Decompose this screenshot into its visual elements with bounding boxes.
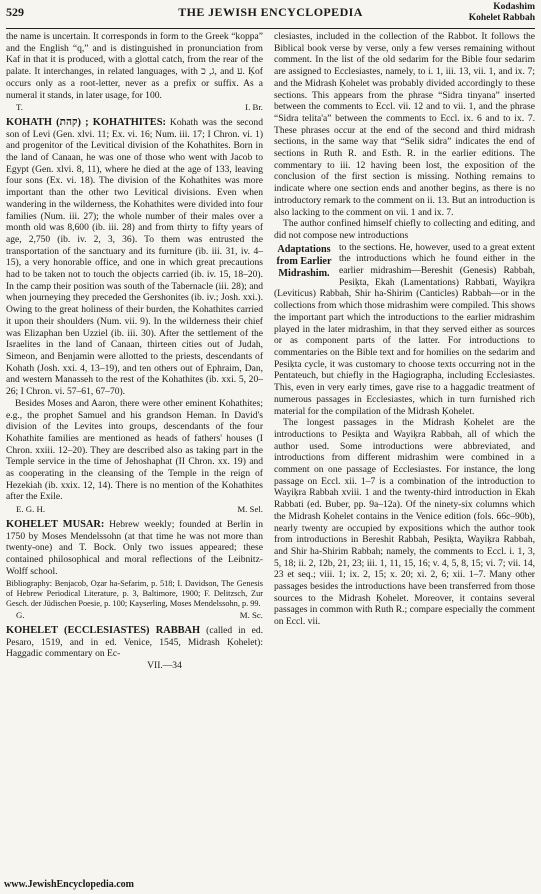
- bibliography: Bibliography: Benjacob, Oẓar ha-Sefarim, p. 518; I. Davidson, The Genesis of Hebrew Periodical Literature, p. 3, Baltimore, 1900; F. Delitzsch, Zur Gesch. der Jüdischen Poesie, p. 100; Kayserling, Moses Mendelssohn, p. 99.: [6, 579, 263, 609]
- entry-text: (called in ed. Pesaro, 1519, and in ed. Venice, 1545, Midrash Ḳohelet): Haggadic commentary on Ec-: [6, 625, 263, 660]
- running-head-line-1: Kodashim: [493, 2, 535, 12]
- paragraph: clesiastes, included in the collection of the Rabbot. It follows the Biblical book verse by verse, only a few verses remaining without comment. In the list of the old sedarim for the Bible four sedarim are assigned to Ecclesiastes, namely, to i. 1, iii. 13, vii. 1, and ix. 7; and the Midrash Ḳohelet was probably divided accordingly to these sections. This appears from the phrase “Sidra tinyana” inserted between the comments to Eccl. vii. 12 and to vii. 1, and the phrase “Sidra telita'a” between the comments to Eccl. ix. 6 and to ix. 7. These phrases occur at the end of the second and third midrash sections, in the same way that “Selik sidra” indicates the end of sections in Ruth R. and Esth. R. in the earlier editions. The commentary to iii. 12 having been lost, the exposition of the conclusion of the first section is missing. Nothing remains to indicate where one section ends and another begins, as there is no introductory remark to the comment on ii. 13. But an introduction is also lacking to the comment on vii. 1 and ix. 7.: [274, 31, 535, 218]
- entry-headword: KOHATH (קהת) ; KOHATHITES:: [6, 116, 166, 128]
- running-head: [469, 2, 535, 24]
- side-heading: Adaptations from Earlier Midrashim.: [276, 243, 332, 280]
- entry-text: Hebrew weekly; founded at Berlin in 1750 by Moses Mendelssohn (at that time he was not more than twenty-one) and T. Bock. Only two issues appeared; these contained philosophical and moral reflections of the Leibnitz-Wolff school.: [6, 518, 263, 577]
- signature-right: M. Sc.: [239, 610, 263, 621]
- entry-kohelet-musar: [6, 519, 263, 578]
- right-column: [274, 31, 535, 628]
- signature-right: I. Br.: [245, 102, 263, 113]
- paragraph: Besides Moses and Aaron, there were other eminent Kohathites; e.g., the prophet Samuel and his grandson Heman. In David's division of the Levites into groups, descendants of the four Kohathite families are mentioned as heads of fathers' houses (I Chron. xxiii. 12–20). They are described also as taking part in the Temple service in the time of Jehoshaphat (II Chron. xx. 19) and as cooperating in the cleansing of the Temple in the reign of Hezekiah (ib. xxix. 12, 14). There is no mention of the Kohathites after the Exile.: [6, 397, 263, 503]
- signature-right: M. Sel.: [237, 504, 263, 515]
- signature: [6, 102, 263, 114]
- signature: [6, 610, 263, 622]
- entry-kohath: [6, 117, 263, 398]
- page-number: 529: [6, 5, 24, 19]
- paragraph: The longest passages in the Midrash Ḳohelet are the introductions to Pesiḳta and Wayiḳra Rabbah, all of which the author used. Some introductions were abbreviated, and introductions from different midrashim were combined in a comment on one passage of Ecclesiastes. For instance, the long passage on Eccl. xii. 1–7 is a combination of the introduction to Wayiḳra Rabbah xviii. 1 and the twenty-third introduction in Ekah Rabbati (ed. Buber, pp. 9a–12a). Of the ninety-six columns which the Midrash Ḳohelet contains in the Venice edition (fols. 66c–90b), nearly twenty are occupied by expositions which the author took from introductions in Bereshit Rabbah, Pesiḳta, Wayiḳra Rabbah, and Shir ha-Shirim Rabbah; namely, the comments to Eccl. i. 1, 3, 5, 18; ii. 2, 12b, 21, 23; iii. 1, 11, 15, 16; v. 4, 5, 8, 15; vi. 7; vii. 14, 23 et seq.; viii. 1; ix. 2, 15; x. 20; xi. 2, 6; xii. 1–7. Many other passages besides the introductions have been transferred from those sources to the Midrash Ḳohelet. Moreover, it contains several passages in common with Ruth R.; compare especially the comment on Eccl. vii.: [274, 417, 535, 628]
- volume-marker: VII.—34: [147, 660, 182, 672]
- signature-left: T.: [16, 102, 23, 113]
- paragraph: to the sections. He, however, used to a great extent the introductions which he found either in the earlier midrashim—Bereshit (Genesis) Rabbah, Pesiḳta, Ekah (Lamentations) Rabbati, Wayiḳra (Leviticus) Rabbah, Shir ha-Shirim (Canticles) Rabbah—or in the collections from which those midrashim were compiled. This shows the important part which the introductions to the earlier midrashim played in the later midrashim, in that they served either as sources or as component parts of the latter. For introductions to commentaries on the Bible text and for homilies on the sedarim and Pesiḳta cycle, it was customary to choose texts occurring not in the Pentateuch, but chiefly in the Hagiographa, including Ecclesiastes. This, even in very early times, gave rise to a haggadic treatment of numerous passages in Ecclesiastes, which in turn furnished rich material for the compilation of the Midrash Ḳohelet.: [274, 241, 535, 417]
- paragraph: The author confined himself chiefly to collecting and editing, and did not compose new introductions: [274, 218, 535, 241]
- page-title: THE JEWISH ENCYCLOPEDIA: [178, 5, 363, 19]
- entry-headword: KOHELET (ECCLESIASTES) RABBAH: [6, 625, 201, 637]
- footer-url[interactable]: www.JewishEncyclopedia.com: [4, 879, 134, 890]
- entry-text: Kohath was the second son of Levi (Gen. xlvi. 11; Ex. vi. 16; Num. iii. 17; I Chron. vi. 1) and progenitor of the Levitical division of the Kohathites. Born in the land of Canaan, he was one of those who went with Jacob to Egypt (Gen. xlvi. 8, 11), where he died at the age of 133, leaving four sons (Ex. vi. 18). The division of the Kohathites was more important than the other two Levitical divisions. Even when wandering in the wilderness, the Kohathites were divided into four families (Num. iii. 27); the whole number of their males over a month old was 8,600 (ib. iii. 28) and from thirty to fifty years of age, 2,750 (ib. iv. 2, 3, 36). To them was entrusted the transportation of the sanctuary and its furniture (ib. iii. 31, iv. 4–15), a very honorable office, and one in which great precautions had to be taken not to touch the objects carried (ib. iv. 15, 18–20). In the camp their position was south of the Tabernacle (iii. 28); and when journeying they preceded the Gershonites (ib. iv.; Josh. xxi.). Owing to the great holiness of their burden, the Kohathites carried it upon their shoulders (Num. vii. 9). In the wilderness their chief was Elizaphan ben Uzziel (ib. iii. 30). After the settlement of the Israelites in the land of Canaan, thirteen cities out of Judah, Simeon, and Benjamin were allotted to the priests, descendants of Kohath (Josh. xxi. 4, 13–19), and ten others out of Ephraim, Dan, and western Manasseh to the rest of the Kohathites (ib. xxi. 5, 20–26; I Chron. vi. 57–61, 67–70).: [6, 116, 263, 398]
- entry-headword: KOHELET MUSAR:: [6, 518, 105, 530]
- entry-kohelet-rabbah: [6, 625, 263, 660]
- signature: [6, 504, 263, 516]
- page-header: [6, 2, 535, 29]
- signature-left: E. G. H.: [16, 504, 46, 515]
- paragraph-qof: the name is uncertain. It corresponds in form to the Greek “koppa” and the English “q,” and is distinguished in pronunciation from Kaf in that it is produced, with a glottal catch, from the rear of the palate. It interchanges, in related languages, with ג, כ, and ע. Ḳof occurs only as a root-letter, never as a prefix or suffix. As a numeral it stands, in later usage, for 100.: [6, 31, 263, 101]
- running-head-line-2: Kohelet Rabbah: [468, 13, 535, 23]
- signature-left: G.: [16, 610, 25, 621]
- left-column: [6, 31, 263, 672]
